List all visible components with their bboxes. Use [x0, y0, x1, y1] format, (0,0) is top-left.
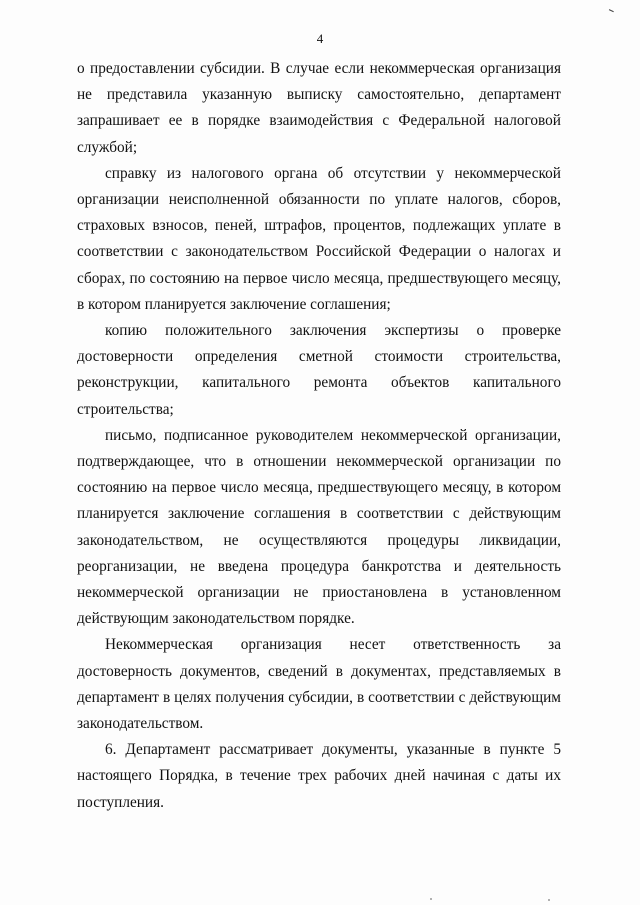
- paragraph-continuation: о предоставлении субсидии. В случае если некоммерческая организация не представила указанную выписку самостоятельно, департамент запрашивает ее в порядке взаимодействия с Федеральной налоговой службой;: [77, 60, 561, 156]
- paragraph-expertise-copy: копию положительного заключения экспертизы о проверке достоверности определения сметной стоимости строительства, реконструкции, капитального ремонта объектов капитального строительства;: [77, 322, 561, 418]
- paragraph-letter: письмо, подписанное руководителем некоммерческой организации, подтверждающее, что в отношении некоммерческой организации по состоянию на первое число месяца, предшествующего месяцу, в котором планируется заключение соглашения в соответствии с действующим законодательством, не осуществляются процедуры ликвидации, реорганизации, не введена процедура банкротства и деятельность некоммерческой организации не приостановлена в установленном действующим законодательством порядке.: [77, 426, 561, 628]
- paragraph-item-6: 6. Департамент рассматривает документы, указанные в пункте 5 настоящего Порядка, в течение трех рабочих дней начиная с даты их поступления.: [77, 741, 561, 811]
- scan-mark: [607, 9, 614, 16]
- scan-dot: [548, 899, 550, 901]
- scan-dot: [430, 898, 432, 900]
- paragraph-tax-certificate: справку из налогового органа об отсутствии у некоммерческой организации неисполненной обязанности по уплате налогов, сборов, страховых взносов, пеней, штрафов, процентов, подлежащих уплате в соответствии с законодательством Российской Федерации о налогах и сборах, по состоянию на первое число месяца, предшествующего месяцу, в котором планируется заключение соглашения;: [77, 164, 561, 313]
- document-body: [77, 56, 561, 816]
- page-number: 4: [316, 31, 324, 46]
- paragraph-responsibility: Некоммерческая организация несет ответственность за достоверность документов, сведений в документах, представляемых в департамент в целях получения субсидии, в соответствии с действующим законодательством.: [77, 636, 561, 733]
